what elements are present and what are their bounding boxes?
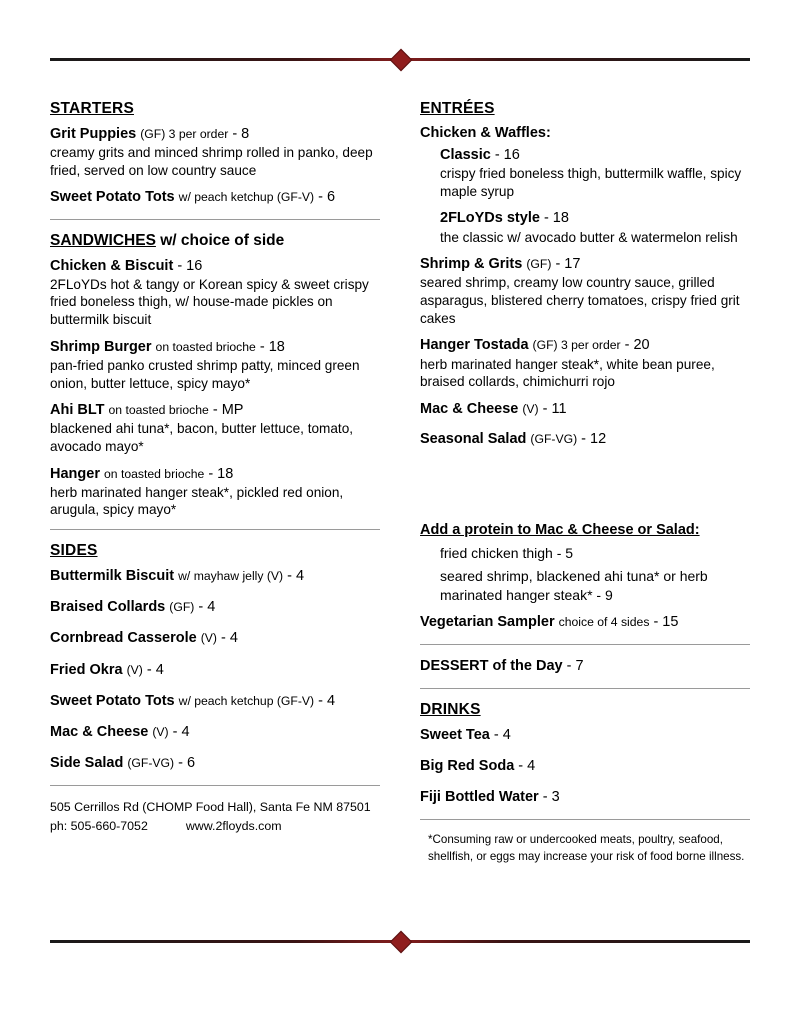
layout-spacer bbox=[420, 460, 755, 522]
item-name: Hanger Tostada bbox=[420, 337, 529, 354]
item-price: - 4 bbox=[518, 758, 536, 775]
item-qualifier: (V) bbox=[126, 662, 143, 677]
entrees-heading: ENTRÉES bbox=[420, 100, 495, 117]
item-qualifier: choice of 4 sides bbox=[558, 614, 650, 629]
item-name: DESSERT of the Day bbox=[420, 657, 563, 674]
item-description: pan-fried panko crusted shrimp patty, minced green onion, butter lettuce, spicy mayo* bbox=[50, 357, 360, 391]
item-description: seared shrimp, creamy low country sauce, grilled asparagus, blistered cherry tomatoes, crispy fried grit cakes bbox=[420, 275, 740, 326]
menu-item bbox=[50, 661, 390, 680]
menu-item bbox=[50, 567, 390, 586]
disclaimer-divider bbox=[420, 819, 750, 820]
item-qualifier: on toasted brioche bbox=[104, 466, 205, 481]
item-name: Sweet Potato Tots bbox=[50, 692, 175, 709]
decorative-rule-top bbox=[50, 50, 750, 68]
item-name: Braised Collards bbox=[50, 599, 166, 616]
item-price: - MP bbox=[212, 402, 244, 419]
item-name: Mac & Cheese bbox=[50, 723, 149, 740]
item-price: - 4 bbox=[493, 727, 511, 744]
menu-item bbox=[420, 757, 755, 776]
item-title-line bbox=[440, 209, 755, 228]
menu-item bbox=[420, 430, 755, 449]
item-name: Sweet Tea bbox=[420, 727, 490, 744]
item-qualifier: (GF-VG) bbox=[530, 432, 578, 446]
item-title-line bbox=[420, 255, 755, 274]
menu-item bbox=[50, 257, 390, 329]
item-qualifier: (GF) bbox=[169, 600, 195, 615]
item-name: Shrimp & Grits bbox=[420, 256, 523, 273]
item-price: - 12 bbox=[581, 431, 607, 447]
menu-item bbox=[50, 629, 390, 648]
item-name: Grit Puppies bbox=[50, 126, 137, 142]
item-description: 2FLoYDs hot & tangy or Korean spicy & sweet crispy fried boneless thigh, w/ house-made pickles on buttermilk biscuit bbox=[50, 276, 369, 328]
dessert-item bbox=[420, 657, 755, 676]
item-qualifier: (V) bbox=[522, 401, 539, 416]
item-price: - 4 bbox=[318, 692, 336, 709]
item-name: Cornbread Casserole bbox=[50, 630, 197, 647]
item-qualifier: on toasted brioche bbox=[108, 403, 209, 418]
item-price: - 20 bbox=[624, 337, 650, 354]
item-description: the classic w/ avocado butter & watermelon relish bbox=[440, 229, 738, 245]
item-name: Buttermilk Biscuit bbox=[50, 568, 175, 585]
item-price: - 16 bbox=[177, 257, 203, 274]
item-title-line bbox=[50, 125, 390, 144]
menu-item bbox=[420, 255, 755, 327]
section-drinks bbox=[420, 701, 755, 807]
sandwiches-heading bbox=[50, 232, 390, 250]
item-price: - 18 bbox=[259, 338, 285, 355]
address-line: 505 Cerrillos Rd (CHOMP Food Hall), Santa Fe NM 87501 bbox=[50, 800, 371, 815]
item-description: creamy grits and minced shrimp rolled in panko, deep fried, served on low country sauce bbox=[50, 145, 373, 178]
menu-item bbox=[440, 146, 755, 200]
item-title-line bbox=[440, 146, 755, 165]
menu-item bbox=[420, 613, 755, 632]
item-name: Classic bbox=[440, 147, 491, 163]
item-title-line bbox=[50, 338, 390, 357]
item-price: - 16 bbox=[494, 147, 520, 163]
item-name: Fried Okra bbox=[50, 661, 123, 678]
menu-item bbox=[50, 125, 390, 179]
menu-item bbox=[50, 692, 390, 711]
item-price: - 4 bbox=[287, 568, 305, 585]
restaurant-contact bbox=[50, 798, 390, 835]
item-description: herb marinated hanger steak*, white bean puree, braised collards, chimichurri rojo bbox=[420, 356, 715, 390]
decorative-rule-bottom bbox=[50, 932, 750, 950]
item-name: Hanger bbox=[50, 465, 100, 482]
item-description: herb marinated hanger steak*, pickled red onion, arugula, spicy mayo* bbox=[50, 484, 344, 518]
menu-item bbox=[50, 188, 390, 207]
menu-item bbox=[50, 723, 390, 742]
item-price: - 6 bbox=[318, 189, 336, 206]
diamond-ornament-icon bbox=[390, 49, 413, 72]
section-divider bbox=[420, 644, 750, 645]
item-qualifier: (GF-VG) bbox=[127, 755, 175, 770]
section-starters bbox=[50, 100, 390, 208]
item-description: crispy fried boneless thigh, buttermilk waffle, spicy maple syrup bbox=[440, 166, 742, 199]
add-protein-heading: Add a protein to Mac & Cheese or Salad: bbox=[420, 522, 700, 539]
add-protein-option: seared shrimp, blackened ahi tuna* or herb marinated hanger steak* - 9 bbox=[440, 568, 708, 603]
section-sandwiches bbox=[50, 232, 390, 520]
item-qualifier: on toasted brioche bbox=[155, 339, 256, 354]
item-price: - 4 bbox=[198, 599, 216, 616]
section-divider bbox=[420, 688, 750, 689]
item-price: - 18 bbox=[208, 465, 234, 482]
item-price: - 3 bbox=[542, 789, 560, 806]
section-divider bbox=[50, 219, 380, 220]
item-title-line bbox=[420, 336, 755, 355]
menu-item bbox=[50, 465, 390, 519]
item-price: - 11 bbox=[542, 400, 567, 417]
item-qualifier: (GF) bbox=[526, 257, 552, 272]
item-price: - 15 bbox=[653, 613, 679, 630]
item-price: - 4 bbox=[172, 723, 190, 740]
sides-heading: SIDES bbox=[50, 542, 98, 560]
item-qualifier: (GF) 3 per order bbox=[140, 127, 229, 141]
item-name: 2FLoYDs style bbox=[440, 210, 540, 227]
item-name: Ahi BLT bbox=[50, 402, 105, 419]
item-name: Seasonal Salad bbox=[420, 431, 527, 447]
chicken-waffles-subheading: Chicken & Waffles: bbox=[420, 125, 551, 141]
menu-item bbox=[50, 598, 390, 617]
item-qualifier: (GF) 3 per order bbox=[532, 338, 621, 353]
item-name: Fiji Bottled Water bbox=[420, 789, 539, 806]
menu-item bbox=[420, 726, 755, 745]
menu-item bbox=[440, 209, 755, 246]
item-qualifier: w/ peach ketchup (GF-V) bbox=[178, 693, 315, 708]
menu-item bbox=[420, 336, 755, 390]
item-price: - 4 bbox=[220, 630, 238, 647]
item-title-line bbox=[50, 257, 390, 276]
item-price: - 4 bbox=[146, 661, 164, 678]
item-name: Vegetarian Sampler bbox=[420, 613, 555, 630]
starters-heading: STARTERS bbox=[50, 100, 134, 117]
section-entrees bbox=[420, 100, 755, 449]
item-title-line bbox=[50, 465, 390, 484]
phone-number: ph: 505-660-7052 bbox=[50, 818, 148, 833]
item-qualifier: w/ mayhaw jelly (V) bbox=[178, 569, 284, 584]
diamond-ornament-icon bbox=[390, 931, 413, 954]
item-price: - 7 bbox=[566, 657, 584, 674]
section-divider bbox=[50, 529, 380, 530]
item-qualifier: (V) bbox=[200, 631, 217, 646]
item-price: - 17 bbox=[555, 256, 581, 273]
item-description: blackened ahi tuna*, bacon, butter lettuce, tomato, avocado mayo* bbox=[50, 421, 354, 454]
sandwiches-heading-text: SANDWICHES bbox=[50, 231, 156, 249]
menu-item bbox=[50, 338, 390, 392]
item-qualifier: w/ peach ketchup (GF-V) bbox=[178, 190, 315, 205]
website-link[interactable]: www.2floyds.com bbox=[185, 818, 282, 833]
health-disclaimer: *Consuming raw or undercooked meats, poultry, seafood, shellfish, or eggs may increase your risk of food borne illness. bbox=[428, 833, 745, 864]
section-sides bbox=[50, 542, 390, 773]
item-price: - 6 bbox=[178, 754, 196, 771]
item-name: Side Salad bbox=[50, 754, 124, 771]
item-price: - 8 bbox=[232, 126, 250, 142]
item-qualifier: (V) bbox=[152, 724, 169, 739]
phone-web-line bbox=[50, 817, 390, 836]
add-protein-option: fried chicken thigh - 5 bbox=[440, 545, 574, 562]
menu-item bbox=[420, 788, 755, 807]
menu-item bbox=[50, 401, 390, 455]
item-name: Shrimp Burger bbox=[50, 338, 152, 355]
item-title-line bbox=[420, 430, 755, 449]
item-title-line bbox=[420, 400, 755, 419]
footer-divider bbox=[50, 785, 380, 786]
right-column bbox=[420, 100, 755, 866]
section-add-protein bbox=[420, 522, 755, 632]
item-name: Sweet Potato Tots bbox=[50, 189, 175, 206]
item-title-line bbox=[50, 401, 390, 420]
drinks-heading: DRINKS bbox=[420, 701, 481, 719]
item-price: - 18 bbox=[543, 210, 569, 227]
item-name: Mac & Cheese bbox=[420, 400, 519, 417]
item-name: Big Red Soda bbox=[420, 758, 515, 775]
menu-item bbox=[420, 400, 755, 419]
left-column bbox=[50, 100, 390, 835]
chicken-waffles-items bbox=[440, 146, 755, 246]
item-name: Chicken & Biscuit bbox=[50, 257, 174, 274]
sandwiches-heading-suffix: w/ choice of side bbox=[155, 231, 285, 249]
menu-item bbox=[50, 754, 390, 773]
item-title-line bbox=[50, 188, 390, 207]
